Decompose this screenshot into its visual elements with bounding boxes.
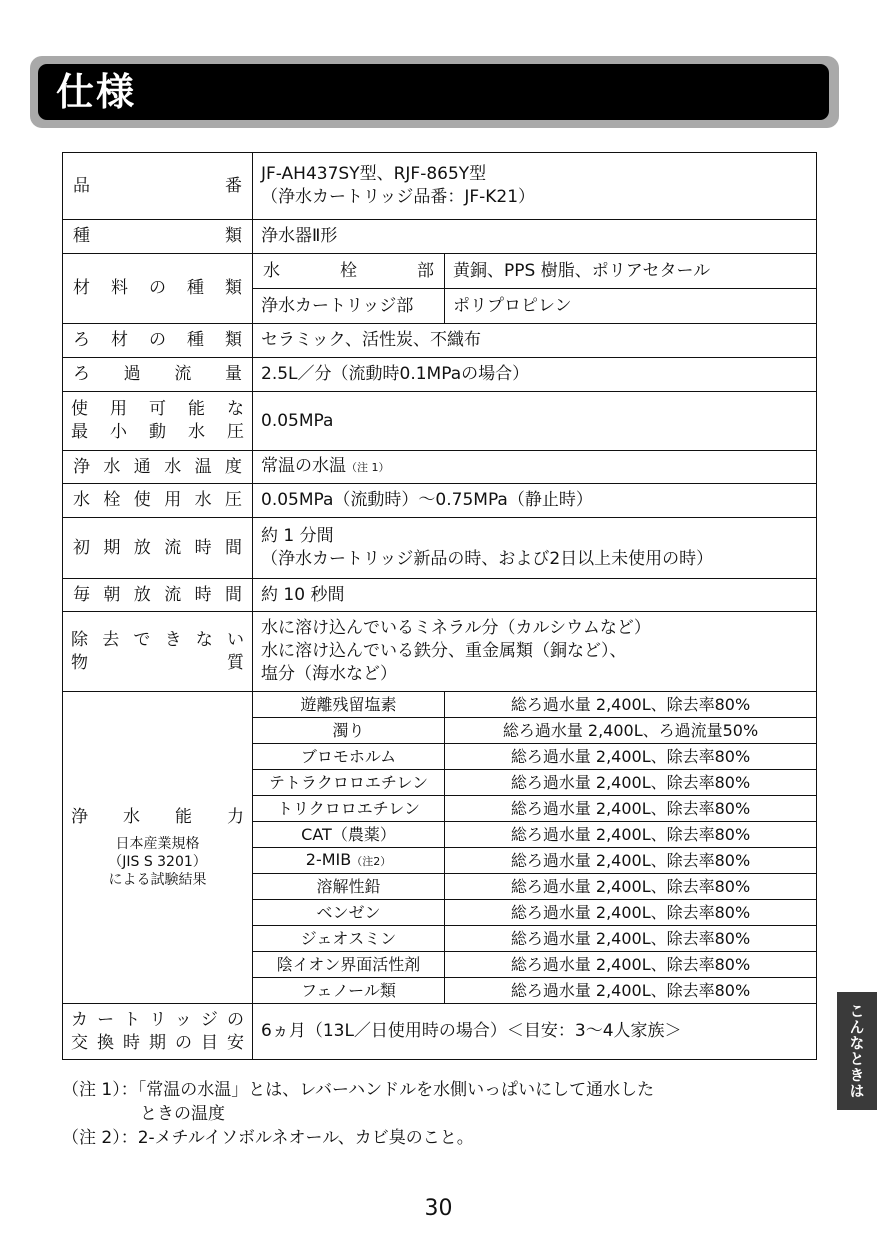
- perf-item-value: 総ろ過水量 2,400L、除去率80%: [445, 900, 817, 926]
- label-suiatsu: 水栓使用水圧: [63, 484, 253, 518]
- perf-item-name: ジェオスミン: [253, 926, 445, 952]
- label-jokyo: [63, 612, 253, 692]
- label-shoki: 初期放流時間: [63, 518, 253, 579]
- hinban-line1: JF-AH437SY型、RJF-865Y型: [261, 164, 487, 184]
- value-maiasa: 約 10 秒間: [253, 579, 817, 612]
- label-koukan-2: 交換時期の目安: [71, 1032, 244, 1053]
- perf-item-note: （注2）: [351, 854, 392, 868]
- perf-item-name: 遊離残留塩素: [253, 692, 445, 718]
- label-performance: [63, 692, 253, 1004]
- row-ryuryo: [63, 358, 817, 392]
- perf-item-name: ブロモホルム: [253, 744, 445, 770]
- label-rozai: ろ 材 の 種 類: [63, 324, 253, 358]
- note-1-line-1: （注 1）：「常温の水温」とは、レバーハンドルを水側いっぱいにして通水した: [62, 1080, 655, 1100]
- value-saisho: 0.05MPa: [253, 392, 817, 451]
- perf-item-name: テトラクロロエチレン: [253, 770, 445, 796]
- perf-sub-3: による試験結果: [108, 872, 207, 888]
- label-hinban: 品 番: [63, 153, 253, 220]
- jokyo-line2: 水に溶け込んでいる鉄分、重金属類（銅など）、: [261, 641, 627, 661]
- perf-item-name-text: 2-MIB: [305, 849, 352, 869]
- label-jokyo-1: 除 去 で き な い: [71, 629, 244, 650]
- shoki-line2: （浄水カートリッジ新品の時、および2日以上未使用の時）: [261, 549, 714, 569]
- jokyo-line3: 塩分（海水など）: [261, 664, 397, 684]
- label-zairyo: 材 料 の 種 類: [63, 254, 253, 324]
- perf-item-name: CAT（農薬）: [253, 822, 445, 848]
- value-rozai: セラミック、活性炭、不織布: [253, 324, 817, 358]
- label-koukan-1: カートリッジの: [71, 1009, 244, 1030]
- label-saisho: [63, 392, 253, 451]
- label-ryuryo: ろ 過 流 量: [63, 358, 253, 392]
- perf-item-value: 総ろ過水量 2,400L、除去率80%: [445, 926, 817, 952]
- note-2: （注 2）：2-メチルイソボルネオール、カビ臭のこと。: [62, 1128, 474, 1148]
- label-shurui: 種 類: [63, 220, 253, 254]
- jokyo-line1: 水に溶け込んでいるミネラル分（カルシウムなど）: [261, 618, 651, 638]
- value-shoki: [253, 518, 817, 579]
- row-jokyo: [63, 612, 817, 692]
- page-title: 仕様: [56, 70, 137, 114]
- part-suisen: 水 栓 部: [253, 254, 445, 289]
- perf-item-name: 陰イオン界面活性剤: [253, 952, 445, 978]
- perf-item-value: 総ろ過水量 2,400L、除去率80%: [445, 874, 817, 900]
- perf-item-value: 総ろ過水量 2,400L、除去率80%: [445, 848, 817, 874]
- perf-item-value: 総ろ過水量 2,400L、除去率80%: [445, 770, 817, 796]
- perf-item-value: 総ろ過水量 2,400L、除去率80%: [445, 822, 817, 848]
- value-koukan: 6ヵ月（13L／日使用時の場合）＜目安：3～4人家族＞: [253, 1004, 817, 1060]
- side-tab[interactable]: こんなときは: [837, 992, 877, 1110]
- row-saisho: [63, 392, 817, 451]
- label-koukan: [63, 1004, 253, 1060]
- perf-item-name: トリクロロエチレン: [253, 796, 445, 822]
- row-maiasa: [63, 579, 817, 612]
- perf-item-value: 総ろ過水量 2,400L、除去率80%: [445, 796, 817, 822]
- page-number: 30: [424, 1196, 453, 1221]
- note-1-line-2: ときの温度: [140, 1104, 225, 1124]
- label-saisho-1: 使 用 可 能 な: [71, 399, 244, 419]
- label-saisho-2: 最 小 動 水 圧: [71, 422, 244, 442]
- perf-row: [63, 692, 817, 718]
- perf-item-name: ベンゼン: [253, 900, 445, 926]
- row-suiatsu: [63, 484, 817, 518]
- perf-sub-1: 日本産業規格: [115, 836, 200, 852]
- part-cartridge: 浄水カートリッジ部: [253, 289, 445, 324]
- label-maiasa: 毎朝放流時間: [63, 579, 253, 612]
- perf-item-value: 総ろ過水量 2,400L、ろ過流量50%: [445, 718, 817, 744]
- perf-item-name: フェノール類: [253, 978, 445, 1004]
- perf-item-name: 溶解性鉛: [253, 874, 445, 900]
- title-box: [38, 64, 829, 120]
- value-jokyo: [253, 612, 817, 692]
- row-koukan: [63, 1004, 817, 1060]
- row-shoki: [63, 518, 817, 579]
- row-shurui: [63, 220, 817, 254]
- value-suisen: 黄銅、PPS 樹脂、ポリアセタール: [445, 254, 817, 289]
- perf-item-value: 総ろ過水量 2,400L、除去率80%: [445, 744, 817, 770]
- perf-item-value: 総ろ過水量 2,400L、除去率80%: [445, 952, 817, 978]
- perf-item-name: 濁り: [253, 718, 445, 744]
- value-ryuryo: 2.5L／分（流動時0.1MPaの場合）: [253, 358, 817, 392]
- row-zairyo-1: [63, 254, 817, 289]
- shoki-line1: 約 1 分間: [261, 526, 334, 546]
- ondo-text: 常温の水温: [261, 456, 346, 476]
- value-shurui: 浄水器Ⅱ形: [253, 220, 817, 254]
- value-hinban: [253, 153, 817, 220]
- notes: [62, 1078, 822, 1150]
- label-ondo: 浄水通水温度: [63, 451, 253, 484]
- row-rozai: [63, 324, 817, 358]
- perf-main-label: 浄 水 能 力: [71, 807, 244, 827]
- row-ondo: [63, 451, 817, 484]
- spec-table: [62, 152, 817, 1060]
- label-jokyo-2: 物 質: [71, 652, 244, 673]
- perf-item-name: [253, 848, 445, 874]
- value-ondo: [253, 451, 817, 484]
- value-cartridge: ポリプロピレン: [445, 289, 817, 324]
- row-hinban: [63, 153, 817, 220]
- perf-item-value: 総ろ過水量 2,400L、除去率80%: [445, 692, 817, 718]
- perf-item-value: 総ろ過水量 2,400L、除去率80%: [445, 978, 817, 1004]
- perf-sub-2: （JIS S 3201）: [108, 854, 207, 870]
- ondo-note: （注 1）: [346, 461, 390, 474]
- hinban-line2: （浄水カートリッジ品番：JF-K21）: [261, 187, 536, 207]
- value-suiatsu: 0.05MPa（流動時）～0.75MPa（静止時）: [253, 484, 817, 518]
